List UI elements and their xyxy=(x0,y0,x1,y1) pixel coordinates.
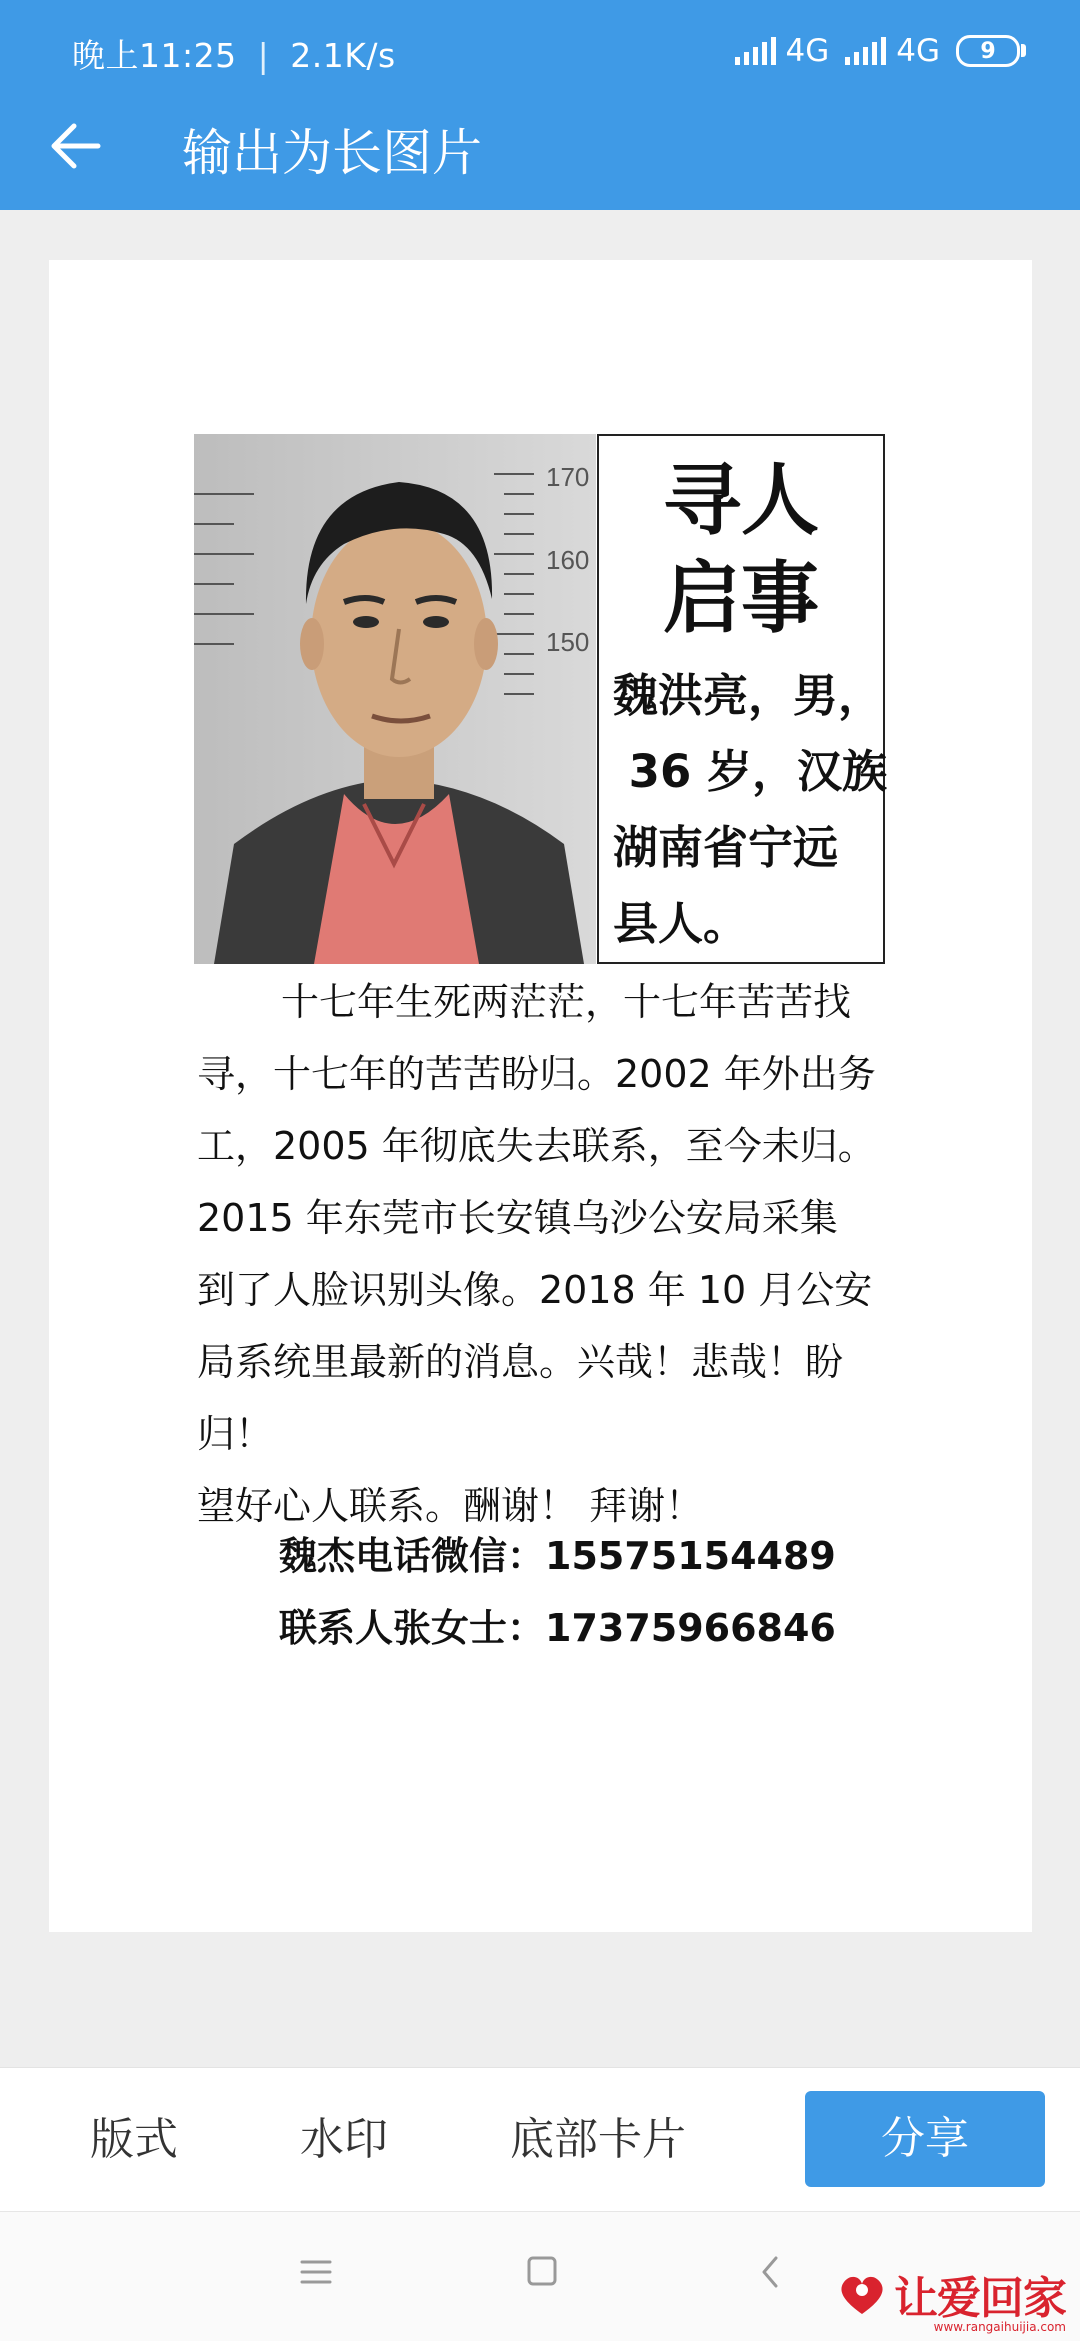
site-watermark xyxy=(836,2262,1066,2334)
page-title: 输出为长图片 xyxy=(182,124,482,182)
contact-line-2: 联系人张女士：17375966846 xyxy=(279,1606,836,1650)
person-info-line: 36 岁，汉族 xyxy=(613,745,887,798)
layout-tab[interactable]: 版式 xyxy=(90,2114,178,2165)
battery-level: 9 xyxy=(980,38,996,64)
person-info-line: 魏洪亮，男， xyxy=(613,669,884,722)
network-type-1: 4G xyxy=(785,33,830,69)
body-line: 望好心人联系。酬谢！ 拜谢！ xyxy=(197,1484,704,1528)
menu-icon[interactable] xyxy=(298,2252,334,2292)
network-type-2: 4G xyxy=(896,33,940,69)
share-button[interactable]: 分享 xyxy=(805,2091,1045,2187)
notice-body xyxy=(197,966,897,1542)
status-time: 晚上11:25 xyxy=(72,36,237,75)
home-square-icon[interactable] xyxy=(524,2252,560,2292)
contact-info xyxy=(279,1520,836,1664)
watermark-tab[interactable]: 水印 xyxy=(300,2114,388,2165)
ruler-mark-160: 160 xyxy=(546,545,590,575)
signal-icon-2 xyxy=(845,37,886,65)
body-line-text: 十七年生死两茫茫，十七年苦苦找 xyxy=(281,980,852,1024)
portrait-photo xyxy=(194,434,596,964)
person-info-line: 湖南省宁远 xyxy=(613,821,839,874)
status-separator: | xyxy=(257,36,270,75)
person-info-line: 县人。 xyxy=(613,897,749,950)
body-line: 寻，十七年的苦苦盼归。2002 年外出务 xyxy=(197,1052,876,1096)
bottom-card-tab[interactable]: 底部卡片 xyxy=(510,2114,686,2165)
body-line xyxy=(197,966,897,1038)
body-line: 2015 年东莞市长安镇乌沙公安局采集 xyxy=(197,1196,838,1240)
watermark-url: www.rangaihuijia.com xyxy=(933,2320,1066,2334)
ruler-mark-150: 150 xyxy=(546,627,590,657)
notice-title-line-1: 寻人 xyxy=(662,456,819,546)
body-line: 到了人脸识别头像。2018 年 10 月公安 xyxy=(197,1268,873,1312)
person-info xyxy=(613,658,887,962)
back-chevron-icon[interactable] xyxy=(752,2252,788,2292)
notice-title-line-2: 启事 xyxy=(662,554,819,644)
contact-line-1: 魏杰电话微信：15575154489 xyxy=(279,1534,836,1578)
body-line: 工，2005 年彻底失去联系，至今未归。 xyxy=(197,1124,876,1168)
notice-title xyxy=(599,452,883,648)
ruler-mark-170: 170 xyxy=(546,462,590,492)
arrow-left-icon[interactable] xyxy=(48,118,104,174)
body-line: 局系统里最新的消息。兴哉！悲哉！盼归！ xyxy=(197,1340,844,1456)
watermark-text: 让爱回家 xyxy=(894,2273,1066,2324)
battery-icon xyxy=(956,35,1020,67)
status-bar-left xyxy=(72,30,396,77)
status-bar-right xyxy=(735,30,1021,72)
app-header xyxy=(0,0,1080,210)
poster-preview xyxy=(49,260,1032,1932)
signal-icon xyxy=(735,37,776,65)
bottom-toolbar xyxy=(0,2067,1080,2211)
status-network-speed: 2.1K/s xyxy=(290,36,396,75)
notice-title-box xyxy=(597,434,885,964)
heart-logo-icon xyxy=(836,2268,888,2320)
